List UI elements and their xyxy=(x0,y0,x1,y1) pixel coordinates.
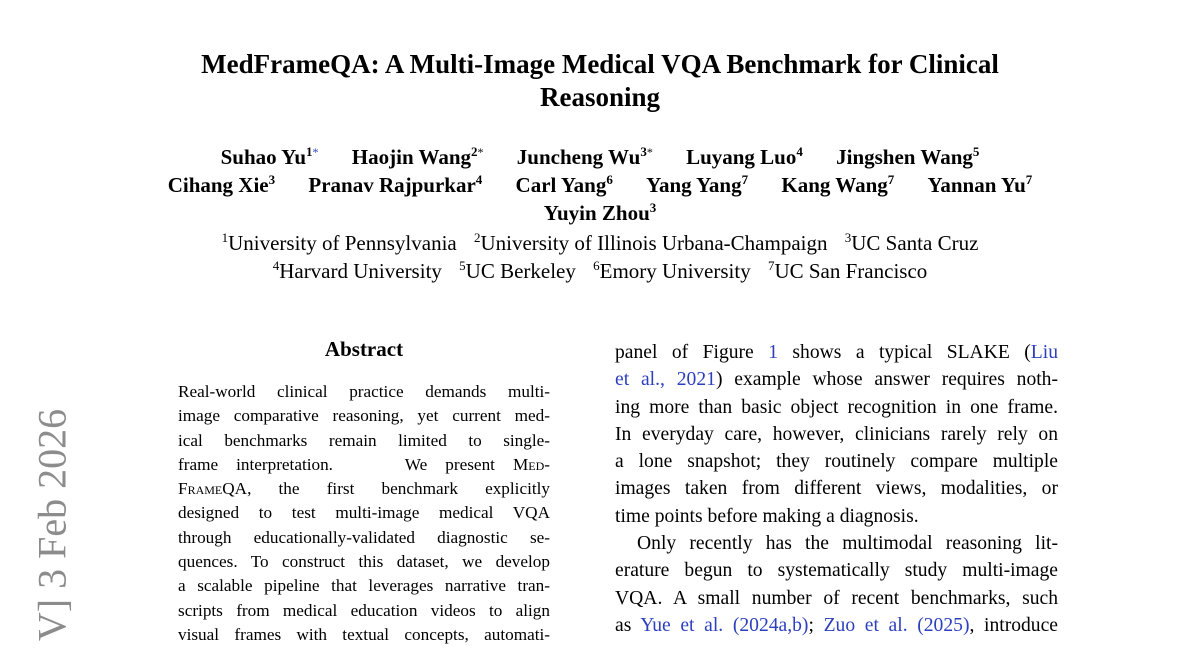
affiliation: $^7$UC San Francisco xyxy=(767,258,928,283)
intro-column xyxy=(615,339,1058,639)
author: Jingshen Wang$^5$ xyxy=(836,144,980,169)
abstract-line: FrameQA, the first benchmark explicitly xyxy=(178,479,550,499)
intro-line: Only recently has the multimodal reasoning lit- xyxy=(637,533,1058,555)
affiliation: $^3$UC Santa Cruz xyxy=(844,230,979,255)
affiliation: $^5$UC Berkeley xyxy=(459,258,576,283)
intro-line: a lone snapshot; they routinely compare multiple xyxy=(615,451,1058,473)
author-row-3 xyxy=(100,199,1100,227)
title-line-2: Reasoning xyxy=(539,82,661,112)
equal-contribution-mark: * xyxy=(477,145,484,159)
intro-line: as Yue et al. (2024a,b); Zuo et al. (2025), introduce xyxy=(615,614,1059,636)
author: Kang Wang$^7$ xyxy=(781,172,895,197)
citation-link-zuo[interactable]: Zuo et al. (2025) xyxy=(823,614,970,636)
abstract-heading: Abstract xyxy=(324,337,404,361)
abstract-line: image comparative reasoning, yet current med- xyxy=(178,406,550,426)
citation-link-yue[interactable]: Yue et al. (2024a,b) xyxy=(640,614,809,636)
equal-contribution-mark: * xyxy=(646,145,653,159)
author: Yang Yang$^7$ xyxy=(646,172,749,197)
author: Carl Yang$^6$ xyxy=(515,172,613,197)
author: Cihang Xie$^3$ xyxy=(167,172,276,197)
benchmark-name: FrameQA xyxy=(178,479,248,499)
intro-line: panel of Figure 1 shows a typical SLAKE (Liu xyxy=(615,342,1058,363)
abstract-line: scripts from medical education videos to align xyxy=(178,600,550,620)
equal-contribution-mark: * xyxy=(312,145,319,159)
author: Haojin Wang$^{2*}$ xyxy=(351,144,484,169)
intro-line: time points before making a diagnosis. xyxy=(615,505,919,527)
intro-line: In everyday care, however, clinicians rarely rely on xyxy=(615,423,1058,445)
title-line-1: MedFrameQA: A Multi-Image Medical VQA Benchmark for Clinical xyxy=(201,49,999,79)
abstract-line: through educationally-validated diagnostic se- xyxy=(178,527,550,547)
abstract-line: Real-world clinical practice demands multi- xyxy=(178,382,550,401)
abstract-body xyxy=(178,380,550,647)
affiliation-list xyxy=(100,229,1100,285)
intro-line: images taken from different views, modalities, or xyxy=(615,478,1058,500)
affiliation: $^1$University of Pennsylvania xyxy=(221,230,457,255)
author: Suhao $Yu^{1*}$ xyxy=(220,144,319,169)
abstract-line: a scalable pipeline that leverages narrative tran- xyxy=(178,576,550,596)
author: Pranav Rajpurkar$^4$ xyxy=(308,172,483,197)
abstract-line: ical benchmarks remain limited to single- xyxy=(178,430,550,450)
intro-line: et al., 2021) example whose answer requires noth- xyxy=(615,369,1059,391)
author: Luyang Luo$^4$ xyxy=(686,144,803,169)
affiliation: $^6$Emory University xyxy=(593,258,751,283)
affiliation: $^2$University of Illinois Urbana-Champaign xyxy=(473,230,828,255)
intro-line: ing more than basic object recognition in one frame. xyxy=(615,396,1058,418)
abstract-line: designed to test multi-image medical VQA xyxy=(178,503,550,523)
abstract-line: quences. To construct this dataset, we develop xyxy=(178,552,550,572)
author-row-2 xyxy=(100,171,1100,199)
author: Yuyin Zhou$^3$ xyxy=(543,200,657,225)
affiliation-row-1 xyxy=(100,229,1100,257)
author: Yannan Yu$^7$ xyxy=(927,172,1033,197)
author-row-1 xyxy=(100,143,1100,171)
paper-title xyxy=(150,48,1050,114)
arxiv-stamp: V] 3 Feb 2026 xyxy=(29,408,75,642)
citation-link-liu[interactable]: Liu xyxy=(1030,342,1058,363)
abstract-line: frame interpretation. We present Med- xyxy=(178,454,550,474)
abstract-line: visual frames with textual concepts, automati- xyxy=(178,624,550,644)
affiliation-row-2 xyxy=(100,257,1100,285)
author: Juncheng $Wu^{3*}$ xyxy=(516,144,653,169)
citation-link-liu-year[interactable]: et al., 2021 xyxy=(615,369,716,391)
intro-line: erature begun to systematically study multi-image xyxy=(615,560,1058,582)
author-list xyxy=(100,143,1100,227)
intro-line: VQA. A small number of recent benchmarks, such xyxy=(615,587,1058,609)
affiliation: $^4$Harvard University xyxy=(272,258,442,283)
figure-ref-link[interactable]: 1 xyxy=(768,342,778,363)
